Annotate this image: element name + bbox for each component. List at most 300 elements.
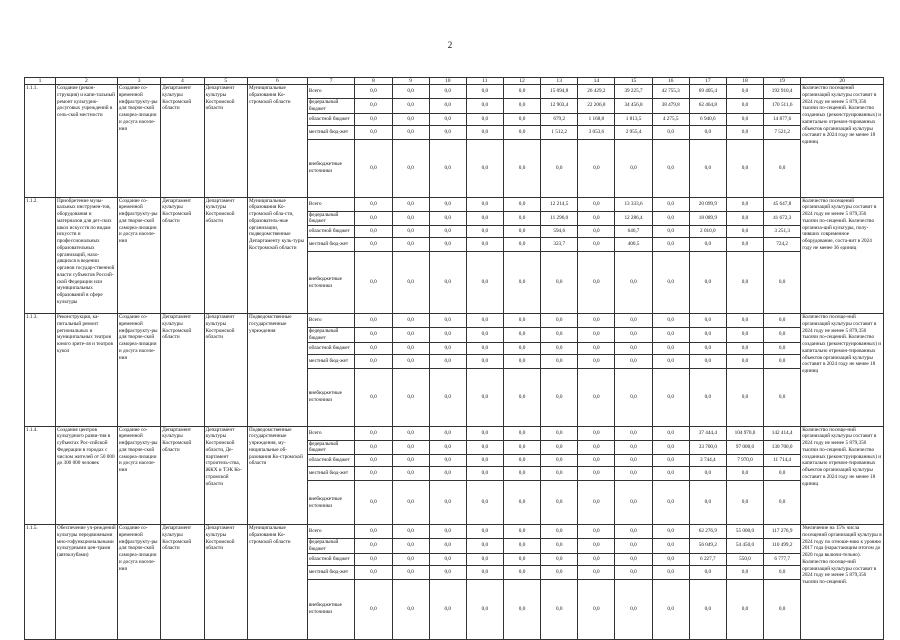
amount-cell: 26 429,2 [578,85,615,99]
amount-cell: 0,0 [652,455,689,467]
amount-cell: 0,0 [652,314,689,328]
amount-cell: 0,0 [503,99,540,114]
amount-cell: 0,0 [466,553,503,565]
amount-cell: 0,0 [429,328,466,343]
amount-cell: 0,0 [429,252,466,314]
activity-participant: Подведомственные государственные учреждения [247,314,307,427]
amount-cell: 0,0 [652,238,689,252]
amount-cell: 0,0 [726,579,763,639]
amount-cell: 0,0 [615,354,652,368]
amount-cell: 6 227,7 [689,553,726,565]
amount-cell: 0,0 [466,579,503,639]
amount-cell: 0,0 [429,368,466,426]
amount-cell: 0,0 [578,238,615,252]
amount-cell: 0,0 [392,211,429,226]
amount-cell: 0,0 [466,211,503,226]
amount-cell: 0,0 [466,565,503,579]
amount-cell: 0,0 [615,525,652,539]
amount-cell: 0,0 [466,238,503,252]
amount-cell: 0,0 [503,197,540,211]
amount-cell: 0,0 [429,211,466,226]
amount-cell: 0,0 [689,125,726,139]
amount-cell: 0,0 [726,481,763,525]
amount-cell: 0,0 [466,328,503,343]
amount-cell: 0,0 [429,426,466,440]
amount-cell: 0,0 [466,113,503,125]
funding-source: Всего [307,426,354,440]
amount-cell: 0,0 [355,354,392,368]
funding-source: федеральный бюджет [307,99,354,114]
amount-cell: 0,0 [466,455,503,467]
amount-cell: 0,0 [429,481,466,525]
funding-source: областной бюджет [307,342,354,354]
amount-cell: 0,0 [652,354,689,368]
amount-cell: 0,0 [578,314,615,328]
amount-cell: 0,0 [355,467,392,481]
table-row [25,426,884,440]
amount-cell: 0,0 [392,525,429,539]
amount-cell: 117 276,9 [764,525,801,539]
amount-cell: 45 647,8 [764,197,801,211]
amount-cell: 3 744,4 [689,455,726,467]
amount-cell: 39 225,7 [615,85,652,99]
column-number-row [25,78,884,85]
funding-source: федеральный бюджет [307,440,354,455]
amount-cell: 0,0 [392,252,429,314]
amount-cell: 0,0 [429,579,466,639]
amount-cell: 0,0 [726,342,763,354]
amount-cell: 0,0 [578,426,615,440]
funding-source: внебюджетные источники [307,579,354,639]
activity-customer: Департамент культуры Костромской области [161,426,204,525]
amount-cell: 0,0 [466,85,503,99]
amount-cell: 22 206,8 [578,99,615,114]
funding-source: внебюджетные источники [307,481,354,525]
amount-cell: 0,0 [615,467,652,481]
amount-cell: 0,0 [652,328,689,343]
table-row [25,525,884,539]
amount-cell: 0,0 [429,342,466,354]
amount-cell: 0,0 [503,368,540,426]
amount-cell: 0,0 [355,455,392,467]
amount-cell: 0,0 [503,342,540,354]
amount-cell: 0,0 [578,440,615,455]
amount-cell: 0,0 [503,139,540,197]
activity-code: 1.1.2. [25,197,56,314]
amount-cell: 0,0 [355,99,392,114]
amount-cell: 192 910,4 [764,85,801,99]
amount-cell: 0,0 [578,342,615,354]
column-number-19: 19 [764,78,801,85]
funding-source: областной бюджет [307,113,354,125]
column-number-15: 15 [615,78,652,85]
column-number-18: 18 [726,78,763,85]
amount-cell: 0,0 [689,579,726,639]
activity-name: Создание центров культурного разви-тия в субъектах Рос-сийской Федерации в городах с числом жителей от 50 000 до 300 000 человек [55,426,117,525]
column-number-5: 5 [204,78,247,85]
funding-source: областной бюджет [307,455,354,467]
amount-cell: 0,0 [503,113,540,125]
amount-cell: 55 000,0 [726,525,763,539]
amount-cell: 0,0 [578,455,615,467]
amount-cell: 0,0 [503,125,540,139]
amount-cell: 0,0 [615,579,652,639]
amount-cell: 0,0 [726,252,763,314]
amount-cell: 0,0 [466,226,503,238]
amount-cell: 0,0 [764,467,801,481]
amount-cell: 0,0 [541,426,578,440]
amount-cell: 0,0 [615,553,652,565]
amount-cell: 0,0 [392,467,429,481]
amount-cell: 0,0 [466,354,503,368]
amount-cell: 0,0 [541,579,578,639]
amount-cell: 0,0 [466,481,503,525]
amount-cell: 0,0 [652,252,689,314]
amount-cell: 0,0 [355,368,392,426]
amount-cell: 0,0 [615,481,652,525]
amount-cell: 0,0 [689,342,726,354]
amount-cell: 11 296,0 [541,211,578,226]
amount-cell: 0,0 [355,139,392,197]
amount-cell: 15 094,8 [541,85,578,99]
activity-name: Создание (рекон-струкция) и капи-тальный ремонт культурно-досуговых учреждений в сель-ской местности [55,85,117,198]
amount-cell: 0,0 [392,440,429,455]
amount-cell: 0,0 [726,565,763,579]
amount-cell: 0,0 [392,99,429,114]
amount-cell: 679,2 [541,113,578,125]
column-number-14: 14 [578,78,615,85]
amount-cell: 0,0 [541,368,578,426]
amount-cell: 323,7 [541,238,578,252]
activity-indicator: Количество посещений организаций культуры составит в 2024 году не менее 5 879,356 тысячи по-сещений. Количество организа-ций культуры, полу-чивших современное оборудование, соста-вит в 2024 году не менее 36 единиц [801,197,884,314]
amount-cell: 62 464,8 [689,99,726,114]
amount-cell: 0,0 [652,440,689,455]
activity-executor: Департамент культуры Костромской области [204,197,247,314]
amount-cell: 646,7 [615,226,652,238]
amount-cell: 13 333,6 [615,197,652,211]
amount-cell: 0,0 [429,226,466,238]
amount-cell: 0,0 [689,252,726,314]
amount-cell: 0,0 [466,197,503,211]
amount-cell: 0,0 [652,125,689,139]
column-number-20: 20 [801,78,884,85]
amount-cell: 594,6 [541,226,578,238]
amount-cell: 0,0 [429,553,466,565]
amount-cell: 0,0 [355,328,392,343]
amount-cell: 33 700,0 [689,440,726,455]
amount-cell: 0,0 [355,553,392,565]
amount-cell: 34 456,8 [615,99,652,114]
amount-cell: 0,0 [429,85,466,99]
amount-cell: 0,0 [503,467,540,481]
activity-code: 1.1.5. [25,525,56,640]
amount-cell: 0,0 [578,467,615,481]
amount-cell: 0,0 [392,426,429,440]
amount-cell: 0,0 [726,226,763,238]
column-number-10: 10 [429,78,466,85]
amount-cell: 12 286,4 [615,211,652,226]
amount-cell: 104 970,0 [726,426,763,440]
amount-cell: 0,0 [355,579,392,639]
amount-cell: 0,0 [503,553,540,565]
activity-executor: Департамент культуры Костромской области [204,525,247,640]
activity-customer: Департамент культуры Костромской области [161,197,204,314]
amount-cell: 0,0 [578,553,615,565]
amount-cell: 0,0 [503,455,540,467]
funding-source: внебюджетные источники [307,252,354,314]
funding-source: внебюджетные источники [307,139,354,197]
amount-cell: 37 444,4 [689,426,726,440]
amount-cell: 0,0 [503,354,540,368]
amount-cell: 0,0 [541,539,578,554]
activity-name: Обеспечение уч-реждений культуры передвижными мно-гофункциональными культурными цен-трами (автоклубами) [55,525,117,640]
funding-source: областной бюджет [307,226,354,238]
amount-cell: 0,0 [726,99,763,114]
amount-cell: 0,0 [503,211,540,226]
column-number-16: 16 [652,78,689,85]
amount-cell: 0,0 [355,113,392,125]
activity-indicator: Увеличение на 15% числа посещений организаций культуры в 2024 году по отноше-нию к уровню 2017 года (нарастающим итогом до 2020 года включи-тельно). Количество посеще-ний организаций культуры составит в 2024 году не менее 5 879,356 тысячи по-сещений. [801,525,884,640]
amount-cell: 142 414,4 [764,426,801,440]
column-number-13: 13 [541,78,578,85]
page-number: 2 [447,40,453,50]
activity-executor: Департамент культуры Костромской области, Де-партамент строитель-ства, ЖКХ и ТЭК Ко-стромской области [204,426,247,525]
amount-cell: 0,0 [615,426,652,440]
amount-cell: 0,0 [503,226,540,238]
amount-cell: 0,0 [578,211,615,226]
amount-cell: 550,0 [726,553,763,565]
amount-cell: 0,0 [429,113,466,125]
amount-cell: 0,0 [429,125,466,139]
column-number-17: 17 [689,78,726,85]
amount-cell: 0,0 [652,342,689,354]
funding-source: Всего [307,85,354,99]
funding-source: областной бюджет [307,553,354,565]
activity-goal: Создание со-временной инфраструкту-ры для творче-ской самореа-лизации и досуга населе-ния [117,314,160,427]
amount-cell: 0,0 [541,553,578,565]
amount-cell: 0,0 [466,342,503,354]
amount-cell: 0,0 [726,125,763,139]
program-activities-table [24,77,884,640]
amount-cell: 3 053,6 [578,125,615,139]
funding-source: Всего [307,197,354,211]
column-number-4: 4 [161,78,204,85]
amount-cell: 0,0 [392,197,429,211]
amount-cell: 0,0 [466,539,503,554]
amount-cell: 0,0 [392,328,429,343]
amount-cell: 0,0 [541,314,578,328]
amount-cell: 170 511,6 [764,99,801,114]
amount-cell: 110 499,2 [764,539,801,554]
amount-cell: 0,0 [689,314,726,328]
amount-cell: 0,0 [726,113,763,125]
amount-cell: 0,0 [355,125,392,139]
amount-cell: 0,0 [689,354,726,368]
amount-cell: 1 512,2 [541,125,578,139]
column-number-11: 11 [466,78,503,85]
amount-cell: 0,0 [429,314,466,328]
amount-cell: 2 010,0 [689,226,726,238]
amount-cell: 0,0 [392,539,429,554]
amount-cell: 0,0 [466,314,503,328]
amount-cell: 18 089,9 [689,211,726,226]
amount-cell: 0,0 [503,481,540,525]
amount-cell: 0,0 [392,342,429,354]
activity-customer: Департамент культуры Костромской области [161,314,204,427]
amount-cell: 0,0 [466,139,503,197]
amount-cell: 0,0 [466,125,503,139]
amount-cell: 0,0 [652,565,689,579]
amount-cell: 0,0 [429,440,466,455]
column-number-12: 12 [503,78,540,85]
activity-participant: Подведомственные государственные учреждения, му-ниципальные об-разования Ко-стромской области [247,426,307,525]
amount-cell: 0,0 [392,565,429,579]
funding-source: местный бюд-жет [307,238,354,252]
amount-cell: 0,0 [392,139,429,197]
amount-cell: 0,0 [541,481,578,525]
amount-cell: 0,0 [764,342,801,354]
amount-cell: 0,0 [689,565,726,579]
amount-cell: 0,0 [578,226,615,238]
amount-cell: 0,0 [689,481,726,525]
column-number-2: 2 [55,78,117,85]
amount-cell: 0,0 [429,565,466,579]
amount-cell: 724,2 [764,238,801,252]
amount-cell: 0,0 [429,467,466,481]
amount-cell: 0,0 [726,85,763,99]
amount-cell: 1 168,8 [578,113,615,125]
amount-cell: 0,0 [392,579,429,639]
funding-source: местный бюд-жет [307,467,354,481]
amount-cell: 0,0 [392,553,429,565]
amount-cell: 0,0 [466,99,503,114]
amount-cell: 0,0 [578,368,615,426]
amount-cell: 0,0 [503,565,540,579]
amount-cell: 0,0 [652,539,689,554]
amount-cell: 56 049,2 [689,539,726,554]
amount-cell: 0,0 [392,125,429,139]
amount-cell: 0,0 [578,539,615,554]
amount-cell: 0,0 [355,426,392,440]
amount-cell: 0,0 [764,579,801,639]
amount-cell: 0,0 [392,368,429,426]
amount-cell: 0,0 [503,426,540,440]
amount-cell: 0,0 [726,467,763,481]
amount-cell: 0,0 [764,314,801,328]
amount-cell: 0,0 [615,455,652,467]
amount-cell: 0,0 [541,440,578,455]
amount-cell: 0,0 [726,354,763,368]
amount-cell: 0,0 [392,354,429,368]
amount-cell: 0,0 [429,99,466,114]
amount-cell: 0,0 [429,539,466,554]
amount-cell: 0,0 [726,368,763,426]
amount-cell: 0,0 [689,368,726,426]
amount-cell: 0,0 [689,328,726,343]
amount-cell: 0,0 [652,139,689,197]
activity-customer: Департамент культуры Костромской области [161,85,204,198]
activity-indicator: Количество посещений организаций культуры составит в 2024 году не менее 5 879,356 тысячи по-сещений. Количество созданных (реконструированных) и капитально отремон-тированных объектов организаций культуры составит в 2024 году не менее 18 единиц [801,85,884,198]
amount-cell: 0,0 [429,525,466,539]
amount-cell: 0,0 [355,565,392,579]
amount-cell: 0,0 [726,211,763,226]
amount-cell: 0,0 [615,440,652,455]
amount-cell: 0,0 [652,197,689,211]
amount-cell: 0,0 [615,539,652,554]
amount-cell: 0,0 [578,197,615,211]
amount-cell: 0,0 [764,481,801,525]
amount-cell: 7 970,0 [726,455,763,467]
amount-cell: 0,0 [541,139,578,197]
column-number-3: 3 [117,78,160,85]
amount-cell: 0,0 [764,565,801,579]
amount-cell: 0,0 [541,328,578,343]
amount-cell: 0,0 [392,226,429,238]
amount-cell: 0,0 [466,525,503,539]
funding-source: федеральный бюджет [307,211,354,226]
table-row [25,85,884,99]
amount-cell: 0,0 [615,342,652,354]
amount-cell: 41 672,3 [764,211,801,226]
amount-cell: 0,0 [578,328,615,343]
amount-cell: 1 813,5 [615,113,652,125]
amount-cell: 0,0 [726,238,763,252]
amount-cell: 0,0 [615,565,652,579]
amount-cell: 20 099,9 [689,197,726,211]
activity-executor: Департамент культуры Костромской области [204,314,247,427]
amount-cell: 0,0 [355,481,392,525]
amount-cell: 0,0 [503,252,540,314]
amount-cell: 0,0 [764,354,801,368]
activity-name: Реконструкция, ка-питальный ремонт региональных и муниципальных театров юного зрите-ля и театров кукол [55,314,117,427]
activity-goal: Создание со-временной инфраструкту-ры для творче-ской самореа-лизации и досуга населе-ния [117,85,160,198]
column-number-8: 8 [355,78,392,85]
column-number-7: 7 [307,78,354,85]
activity-participant: Муниципальные образования Ко-стромской области [247,85,307,198]
amount-cell: 0,0 [355,252,392,314]
column-number-9: 9 [392,78,429,85]
activity-executor: Департамент культуры Костромской области [204,85,247,198]
amount-cell: 0,0 [726,197,763,211]
amount-cell: 0,0 [503,85,540,99]
amount-cell: 14 877,6 [764,113,801,125]
amount-cell: 0,0 [689,238,726,252]
amount-cell: 0,0 [652,525,689,539]
amount-cell: 0,0 [615,328,652,343]
activity-name: Приобретение музы-кальных инструмен-тов, оборудования и материалов для дет-ских школ искусств по видам искусств и профессиональных образовательных организаций, нахо-дящихся в ведении органов государ-ственной власти субъектов Россий-ской Федерации или муниципальных образований в сфере культуры [55,197,117,314]
amount-cell: 0,0 [355,539,392,554]
funding-source: местный бюд-жет [307,565,354,579]
activity-code: 1.1.1. [25,85,56,198]
funding-source: местный бюд-жет [307,125,354,139]
funding-source: Всего [307,525,354,539]
amount-cell: 0,0 [503,314,540,328]
amount-cell: 0,0 [726,314,763,328]
amount-cell: 0,0 [429,238,466,252]
amount-cell: 0,0 [466,368,503,426]
amount-cell: 0,0 [503,539,540,554]
amount-cell: 97 000,0 [726,440,763,455]
amount-cell: 12 903,4 [541,99,578,114]
amount-cell: 0,0 [355,226,392,238]
amount-cell: 0,0 [578,525,615,539]
activity-goal: Создание со-временной инфраструкту-ры для творче-ской самореа-лизации и досуга населе-ния [117,426,160,525]
funding-source: внебюджетные источники [307,368,354,426]
amount-cell: 0,0 [392,314,429,328]
amount-cell: 0,0 [541,467,578,481]
amount-cell: 0,0 [652,579,689,639]
amount-cell: 0,0 [541,565,578,579]
